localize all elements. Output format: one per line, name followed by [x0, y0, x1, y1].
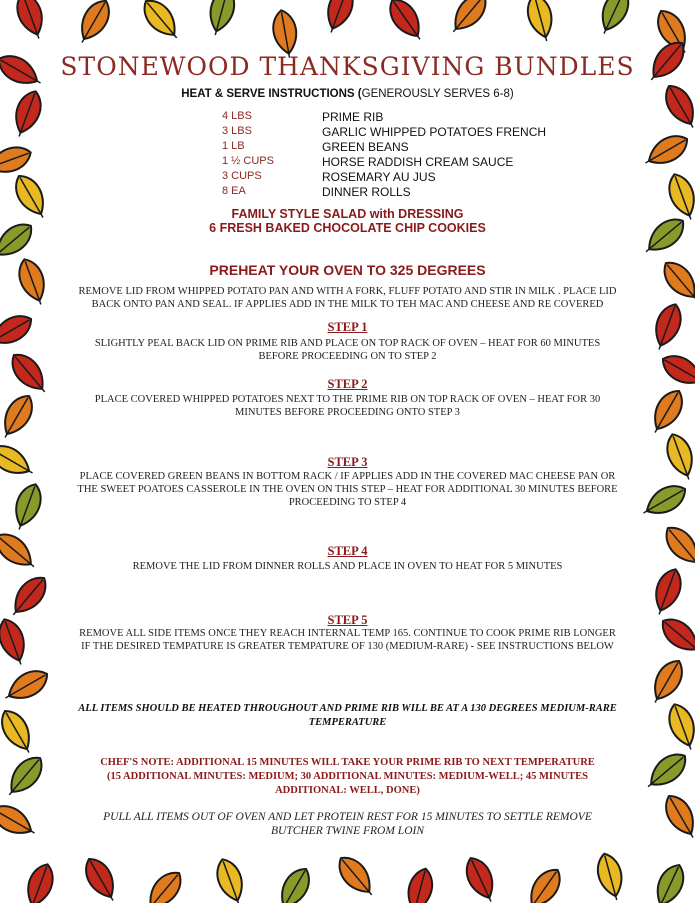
item-name: DINNER ROLLS	[322, 185, 411, 199]
step-2-text: PLACE COVERED WHIPPED POTATOES NEXT TO THE PRIME RIB ON TOP RACK OF OVEN – HEAT FOR 30 MINUTES BEFORE PROCEEDING ONTO STEP 3	[94, 394, 601, 418]
item-qty: 1 LB	[222, 140, 245, 152]
chefs-note: CHEF'S NOTE: ADDITIONAL 15 MINUTES WILL TAKE YOUR PRIME RIB TO NEXT TEMPERATURE (15 ADDITIONAL MINUTES: MEDIUM; 30 ADDITIONAL MINUTES: MEDIUM-WELL; 45 MINUTES ADDITIONAL: WELL, DONE)	[100, 757, 595, 796]
step-5-heading: STEP 5	[327, 613, 368, 627]
item-qty: 1 ½ CUPS	[222, 155, 274, 167]
step-1-heading: STEP 1	[327, 320, 368, 334]
list-item	[222, 185, 552, 200]
item-qty: 3 CUPS	[222, 170, 262, 182]
item-name: GREEN BEANS	[322, 140, 409, 154]
step-4-heading: STEP 4	[327, 544, 368, 558]
list-item	[222, 155, 552, 170]
item-qty: 4 LBS	[222, 110, 252, 122]
page-title: STONEWOOD THANKSGIVING BUNDLES	[60, 52, 635, 81]
extra-salad: FAMILY STYLE SALAD with DRESSING	[231, 207, 464, 221]
item-qty: 8 EA	[222, 185, 246, 197]
step-3-heading: STEP 3	[327, 455, 368, 469]
step-1-text: SLIGHTLY PEAL BACK LID ON PRIME RIB AND PLACE ON TOP RACK OF OVEN – HEAT FOR 60 MINUTES BEFORE PROCEEDING ON TO STEP 2	[94, 338, 601, 362]
preheat-heading: PREHEAT YOUR OVEN TO 325 DEGREES	[209, 262, 486, 278]
step-2-heading: STEP 2	[327, 377, 368, 391]
item-qty: 3 LBS	[222, 125, 252, 137]
step-4-text: REMOVE THE LID FROM DINNER ROLLS AND PLACE IN OVEN TO HEAT FOR 5 MINUTES	[132, 561, 563, 572]
intro-text: REMOVE LID FROM WHIPPED POTATO PAN AND WITH A FORK, FLUFF POTATO AND STIR IN MILK . PLACE LID BACK ONTO PAN AND SEAL. IF APPLIES ADD IN THE MILK TO TEH MAC AND CHEESE AND RE COVERED	[78, 286, 617, 310]
subtitle-bold: HEAT & SERVE INSTRUCTIONS (	[181, 88, 362, 100]
item-name: GARLIC WHIPPED POTATOES FRENCH	[322, 125, 547, 139]
list-item	[222, 125, 552, 140]
pull-note: PULL ALL ITEMS OUT OF OVEN AND LET PROTEIN REST FOR 15 MINUTES TO SETTLE REMOVE BUTCHER TWINE FROM LOIN	[103, 811, 592, 837]
item-name: PRIME RIB	[322, 110, 384, 124]
list-item	[222, 170, 552, 185]
list-item	[222, 140, 552, 155]
step-3-text: PLACE COVERED GREEN BEANS IN BOTTOM RACK / IF APPLIES ADD IN THE COVERED MAC CHEESE PAN OR THE SWEET POATOES CASSEROLE IN THE OVEN ON THIS STEP – HEAT FOR ADDITIONAL 30 MINUTES BEFORE PROCEEDING TO STEP 4	[77, 471, 618, 508]
all-items-note: ALL ITEMS SHOULD BE HEATED THROUGHOUT AND PRIME RIB WILL BE AT A 130 DEGREES MEDIUM-RARE TEMPERATURE	[78, 703, 617, 728]
page-subtitle	[0, 88, 695, 100]
extra-cookies: 6 FRESH BAKED CHOCOLATE CHIP COOKIES	[209, 221, 486, 235]
bundle-items-list	[222, 110, 552, 200]
item-name: ROSEMARY AU JUS	[322, 170, 436, 184]
subtitle-rest: GENEROUSLY SERVES 6-8)	[361, 88, 514, 100]
item-name: HORSE RADDISH CREAM SAUCE	[322, 155, 514, 169]
list-item	[222, 110, 552, 125]
step-5-text: REMOVE ALL SIDE ITEMS ONCE THEY REACH INTERNAL TEMP 165. CONTINUE TO COOK PRIME RIB LONGER IF THE DESIRED TEMPATURE IS GREATER TEMPATURE OF 130 (MEDIUM-RARE) - SEE INSTRUCTIONS BELOW	[79, 628, 616, 652]
